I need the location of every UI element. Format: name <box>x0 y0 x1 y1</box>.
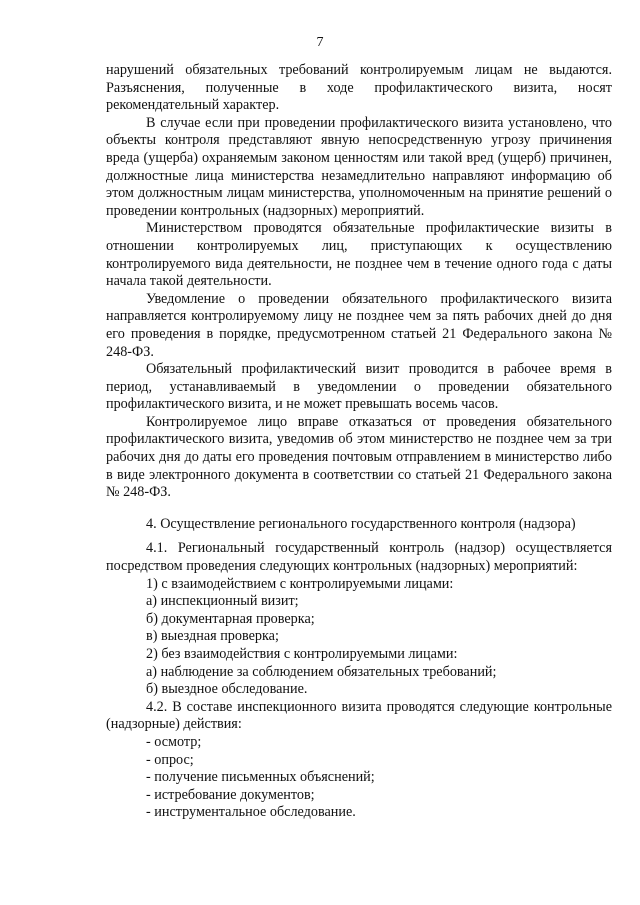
list-item: - инструментальное обследование. <box>146 804 356 821</box>
list-item: - опрос; <box>146 751 194 768</box>
section-4-1-intro: 4.1. Региональный государственный контроль (надзор) осуществляется посредством проведения следующих контрольных (надзорных) мероприятий: <box>106 540 612 575</box>
section-4-2-intro: 4.2. В составе инспекционного визита проводятся следующие контрольные (надзорные) действия: <box>106 698 612 733</box>
document-body <box>106 62 612 822</box>
list-item: - истребование документов; <box>146 786 315 803</box>
paragraph-2: В случае если при проведении профилактического визита установлено, что объекты контроля представляют явную непосредственную угрозу причинения вреда (ущерба) охраняемым законом ценностям или такой вред (ущерб) причинен, должностные лица министерства незамедлительно направляют информацию об этом должностным лицам министерства, уполномоченным на принятие решений о проведении контрольных (надзорных) мероприятий. <box>106 114 612 219</box>
paragraph-1: нарушений обязательных требований контролируемым лицам не выдаются. Разъяснения, полученные в ходе профилактического визита, носят рекомендательный характер. <box>106 62 612 114</box>
list-item: - получение письменных объяснений; <box>146 769 375 786</box>
paragraph-6: Контролируемое лицо вправе отказаться от проведения обязательного профилактического визита, уведомив об этом министерство не позднее чем за три рабочих дня до даты его проведения почтовым отправлением в министерство либо в виде электронного документа в соответствии со статьей 21 Федерального закона № 248-ФЗ. <box>106 413 612 501</box>
list-item: а) наблюдение за соблюдением обязательных требований; <box>146 663 497 680</box>
list-item: б) выездное обследование. <box>146 681 308 698</box>
list-item: 1) с взаимодействием с контролируемыми лицами: <box>146 575 454 592</box>
list-item: 2) без взаимодействия с контролируемыми лицами: <box>146 646 458 662</box>
list-item: б) документарная проверка; <box>146 610 315 627</box>
list-item: в) выездная проверка; <box>146 628 279 645</box>
section-heading: 4. Осуществление регионального государственного контроля (надзора) <box>146 515 576 532</box>
paragraph-3: Министерством проводятся обязательные профилактические визиты в отношении контролируемых лиц, приступающих к осуществлению контролируемого вида деятельности, не позднее чем в течение одного года с даты начала такой деятельности. <box>106 220 612 290</box>
paragraph-5: Обязательный профилактический визит проводится в рабочее время в период, устанавливаемый в уведомлении о проведении обязательного профилактического визита, и не может превышать восемь часов. <box>106 361 612 413</box>
page-number: 7 <box>316 35 324 50</box>
list-item: - осмотр; <box>146 733 202 750</box>
list-item: а) инспекционный визит; <box>146 593 299 610</box>
paragraph-4: Уведомление о проведении обязательного профилактического визита направляется контролируемому лицу не позднее чем за пять рабочих дней до дня его проведения в порядке, предусмотренном статьей 21 Федерального закона № 248-ФЗ. <box>106 290 612 360</box>
